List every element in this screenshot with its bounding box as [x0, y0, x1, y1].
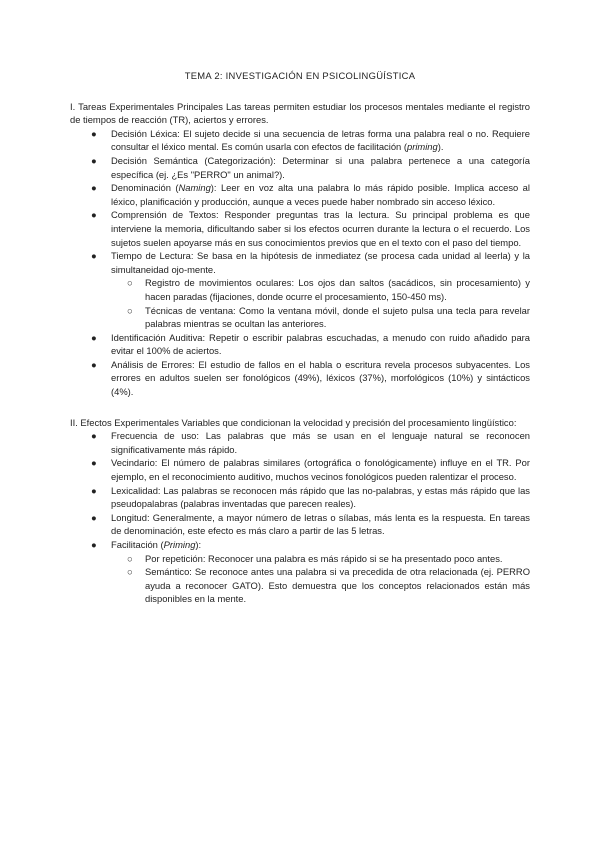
bullet-icon: ● — [91, 182, 97, 194]
bullet-icon: ● — [91, 358, 97, 370]
sub-list-facilitacion — [111, 552, 530, 606]
sub-list-tiempo-lectura — [111, 276, 530, 330]
list-item-vecindario: ● Vecindario: El número de palabras similares (ortográfica o fonológicamente) influye en el TR. Por ejemplo, en el reconocimiento auditivo, muchos vecinos fonológicos pueden ralentizar el proceso. — [91, 457, 530, 483]
bullet-icon: ● — [91, 331, 97, 343]
list-item-decision-semantica: ● Decisión Semántica (Categorización): Determinar si una palabra pertenece a una categoría específica (ej. ¿Es "PERRO" un animal?). — [91, 154, 530, 180]
section-1-intro: I. Tareas Experimentales Principales Las tareas permiten estudiar los procesos mentales mediante el registro de tiempos de reacción (TR), aciertos y errores. — [70, 100, 530, 126]
sub-item-tecnicas-ventana: ○ Técnicas de ventana: Como la ventana móvil, donde el sujeto pulsa una tecla para revelar palabras mientras se ocultan las anteriores. — [127, 304, 530, 330]
list-item-decision-lexica: ● Decisión Léxica: El sujeto decide si una secuencia de letras forma una palabra real o no. Requiere consultar el léxico mental. Es común usarla con efectos de facilitación (priming). — [91, 127, 530, 153]
bullet-icon: ● — [91, 209, 97, 221]
bullet-icon: ● — [91, 250, 97, 262]
sub-item-semantico: ○ Semántico: Se reconoce antes una palabra si va precedida de otra relacionada (ej. PERRO ayuda a reconocer GATO). Esto demuestra que los conceptos relacionados están más disponibles en la mente. — [127, 566, 530, 605]
section-2-intro: II. Efectos Experimentales Variables que condicionan la velocidad y precisión del procesamiento lingüístico: — [70, 416, 517, 428]
section-2-list — [70, 429, 530, 606]
document-title: TEMA 2: INVESTIGACIÓN EN PSICOLINGÜÍSTICA — [184, 70, 416, 81]
section-spacer — [70, 399, 530, 416]
list-item-analisis-errores: ● Análisis de Errores: El estudio de fallos en el habla o escritura revela procesos subyacentes. Los errores en adultos suelen ser fonológicos (49%), léxicos (37%), morfológicos (10%) y sintácticos (4%). — [91, 358, 530, 398]
sub-bullet-icon: ○ — [127, 304, 133, 316]
list-item-lexicalidad: ● Lexicalidad: Las palabras se reconocen más rápido que las no-palabras, y estas más rápido que las pseudopalabras (palabras inventadas que parecen reales). — [91, 484, 530, 510]
sub-bullet-icon: ○ — [127, 277, 133, 289]
bullet-icon: ● — [91, 457, 97, 469]
section-1-list — [70, 127, 530, 399]
list-item-longitud: ● Longitud: Generalmente, a mayor número de letras o sílabas, más lenta es la respuesta. En tareas de denominación, este efecto es más claro a partir de las 5 letras. — [91, 511, 530, 537]
sub-bullet-icon: ○ — [127, 552, 133, 564]
sub-item-repeticion: ○ Por repetición: Reconocer una palabra es más rápido si se ha presentado poco antes. — [127, 552, 503, 564]
list-item-denominacion: ● Denominación (Naming): Leer en voz alta una palabra lo más rápido posible. Implica acceso al léxico, planificación y producción, aunque a veces puede haber nombrado sin acceso léxico. — [91, 182, 530, 207]
bullet-icon: ● — [91, 511, 97, 523]
list-item-identificacion-auditiva: ● Identificación Auditiva: Repetir o escribir palabras escuchadas, a menudo con ruido añadido para evitar el 100% de aciertos. — [91, 331, 530, 357]
list-item-tiempo-lectura: ● Tiempo de Lectura: Se basa en la hipótesis de inmediatez (se procesa cada unidad al leerla) y la simultaneidad ojo-mente. ○ Registro de movimientos oculares: Los ojos dan saltos (sacádicos, sin procesamiento) y hacen paradas (fijaciones, donde ocurre el procesamiento, 150-450 ms). ○ Técnicas de ventana: Como la ventana móvil, donde el sujeto pulsa una tecla para revelar palabras mientras se ocultan las anteriores. — [91, 250, 530, 330]
bullet-icon: ● — [91, 430, 97, 442]
bullet-icon: ● — [91, 154, 97, 166]
sub-bullet-icon: ○ — [127, 566, 133, 578]
list-item-facilitacion: ● Facilitación (Priming): ○ Por repetición: Reconocer una palabra es más rápido si se ha presentado poco antes. ○ Semántico: Se reconoce antes una palabra si va precedida de otra relacionada (ej. PERRO ayuda a reconocer GATO). Esto demuestra que los conceptos relacionados están más disponibles en la mente. — [91, 539, 530, 605]
list-item-comprension-textos: ● Comprensión de Textos: Responder preguntas tras la lectura. Su principal problema es que interviene la memoria, dificultando saber si los efectos ocurren durante la lectura o el recuerdo. Los sujetos suelen apoyarse más en sus conocimientos previos que en el texto con el paso del tiempo. — [91, 209, 530, 248]
sub-item-movimientos-oculares: ○ Registro de movimientos oculares: Los ojos dan saltos (sacádicos, sin procesamiento) y hacen paradas (fijaciones, donde ocurre el procesamiento, 150-450 ms). — [127, 277, 530, 302]
bullet-icon: ● — [91, 484, 97, 496]
document-page — [70, 69, 530, 606]
bullet-icon: ● — [91, 539, 97, 550]
list-item-frecuencia: ● Frecuencia de uso: Las palabras que más se usan en el lenguaje natural se reconocen significativamente más rápido. — [91, 430, 530, 455]
bullet-icon: ● — [91, 127, 97, 139]
